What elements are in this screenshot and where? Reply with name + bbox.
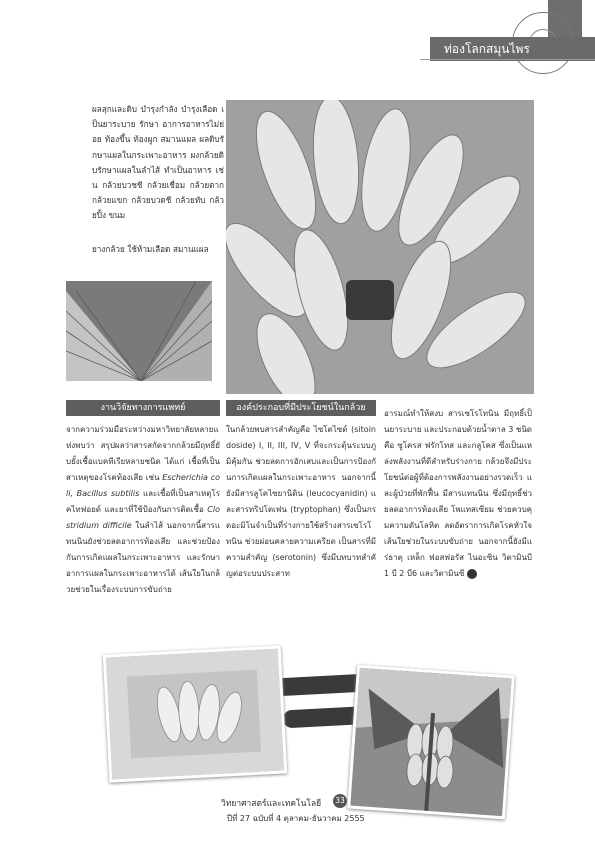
intro-paragraph-tail: ยางกล้วย ใช้ห้ามเลือด สมานแผล bbox=[92, 244, 209, 254]
section-header-beneficial-components bbox=[226, 400, 376, 416]
banana-tree-illustration bbox=[350, 668, 511, 816]
paragraph-text: ไซโตไซด์ (sitoindoside) I, II, III, IV, V ที่จะกระตุ้นระบบภูมิคุ้มกัน ช่วยลดการอักเสบและเป็นการป้องกันการเกิดแผลในกระเพาะอาหาร นอกจากนี้ยังมีสารลูโคไซยานิดิน (leucocyanidin) และสารทริปโตเฟน (tryptophan) ซึ่งเป็นกรดอะมิโนจำเป็นที่ร่างกายใช้สร้างสารเซโรโทนิน ช่วยผ่อนคลายความเครียด bbox=[226, 425, 376, 546]
banana-bunch-photo bbox=[226, 100, 534, 394]
scientific-name: Escherichia coli, bbox=[66, 473, 221, 498]
paragraph-text: และเชื้อที่เป็นสาเหตุโรคไทฟอยด์ และยาที่ใช้ป้องกันการติดเชื้อ bbox=[66, 489, 221, 514]
scientific-name: Bacillus subtilis bbox=[76, 489, 140, 498]
section-title: ท่องโลกสมุนไพร bbox=[444, 42, 530, 56]
paragraph-text: ในลำไส้ นอกจากนี้สารแทนนินยังช่วยลดอาการท้องเสีย และช่วยป้องกันการเกิดแผลในกระเพาะอาหาร และรักษาอาการแผลในกระเพาะอาหารได้ เส้นใยในกล้วยช่วยในเรื่องระบบการขับถ่าย bbox=[66, 521, 221, 594]
magazine-name: วิทยาศาสตร์และเทคโนโลยี bbox=[221, 799, 322, 809]
scientific-name: Clostridium difficile bbox=[66, 505, 220, 530]
paragraph-text: อารมณ์ทำให้สงบ สารเซโรโทนิน มีฤทธิ์เป็นยาระบาย และประกอบด้วยน้ำตาล 3 ชนิดคือ ซูโครส ฟรักโทส และกลูโคส ซึ่งเป็นแหล่งพลังงานที่ดีสำหรับร่างกาย กล้วยจึงมีประโยชน์ต่อผู้ที่ต้องการพลังงานอย่างรวดเร็ว และผู้ป่วยที่พักฟื้น มีสารแทนนิน ซึ่งมีฤทธิ์ช่วยลดอาการท้องเสีย โพแทสเซียม ช่วยควบคุมความดันโลหิต bbox=[384, 409, 532, 530]
paragraph-text: ในกล้วยพบสารสำคัญคือ bbox=[226, 425, 311, 434]
intro-paragraph: ผลสุกและดิบ บำรุงกำลัง บำรุงเลือด เป็นยาระบาย รักษา อาการอาหารไม่ย่อย ท้องขึ้น ท้องผูก สมานแผล ผลดิบรักษาแผลในกระเพาะอาหาร ผงกล้วยดิบรักษาแผลในลำไส้ ทำเป็นอาหาร เช่น กล้วยบวชชี กล้วยเชื่อม กล้วยตาก กล้วยแขก กล้วยบวดชี กล้วยทับ กล้วยปิ้ง ขนม bbox=[92, 104, 224, 221]
column-beneficial-components bbox=[226, 422, 376, 582]
banana-bunch-small-photo bbox=[103, 645, 287, 782]
banana-tree-photo bbox=[347, 665, 515, 820]
end-mark-icon bbox=[467, 569, 477, 579]
decorative-tape bbox=[275, 674, 368, 697]
column-medical-research bbox=[66, 422, 220, 598]
header-rule bbox=[420, 59, 595, 60]
hanging-bananas-illustration bbox=[106, 649, 284, 780]
paragraph-text: จากความร่วมมือระหว่างมหาวิทยาลัยหลายแห่งพบว่า สรุปผลว่าสารสกัดจากกล้วยมีฤทธิ์ยับยั้งเชื้อแบคทีเรียหลายชนิด ได้แก่ เชื้อที่เป็นสาเหตุของโรคท้องเสีย เช่น bbox=[66, 425, 220, 482]
paragraph-text: ลดอัตราการเกิดโรคหัวใจ เส้นใยช่วยในระบบขับถ่าย นอกจากนี้ยังมีแร่ธาตุ เหล็ก ฟอสฟอรัส ไนอะซิน วิตามินบี 1 บี 2 บี6 และวิตามินซี bbox=[384, 521, 532, 578]
section-heading: งานวิจัยทางการแพทย์ bbox=[100, 403, 186, 413]
issue-info: ปีที่ 27 ฉบับที่ 4 ตุลาคม-ธันวาคม 2555 bbox=[227, 814, 365, 823]
paragraph-text: เป็นสารที่มีความสำคัญ (serotonin) ซึ่งมีบทบาทสำคัญต่อระบบประสาท bbox=[226, 537, 376, 578]
page-number: 33 bbox=[333, 794, 347, 808]
column-continued bbox=[384, 406, 532, 582]
banana-leaf-illustration bbox=[66, 281, 212, 381]
banana-leaf-photo bbox=[66, 281, 212, 381]
section-header-medical-research bbox=[66, 400, 220, 416]
banana-bunch-illustration bbox=[226, 100, 534, 394]
section-heading: องค์ประกอบที่มีประโยชน์ในกล้วย bbox=[236, 403, 366, 413]
